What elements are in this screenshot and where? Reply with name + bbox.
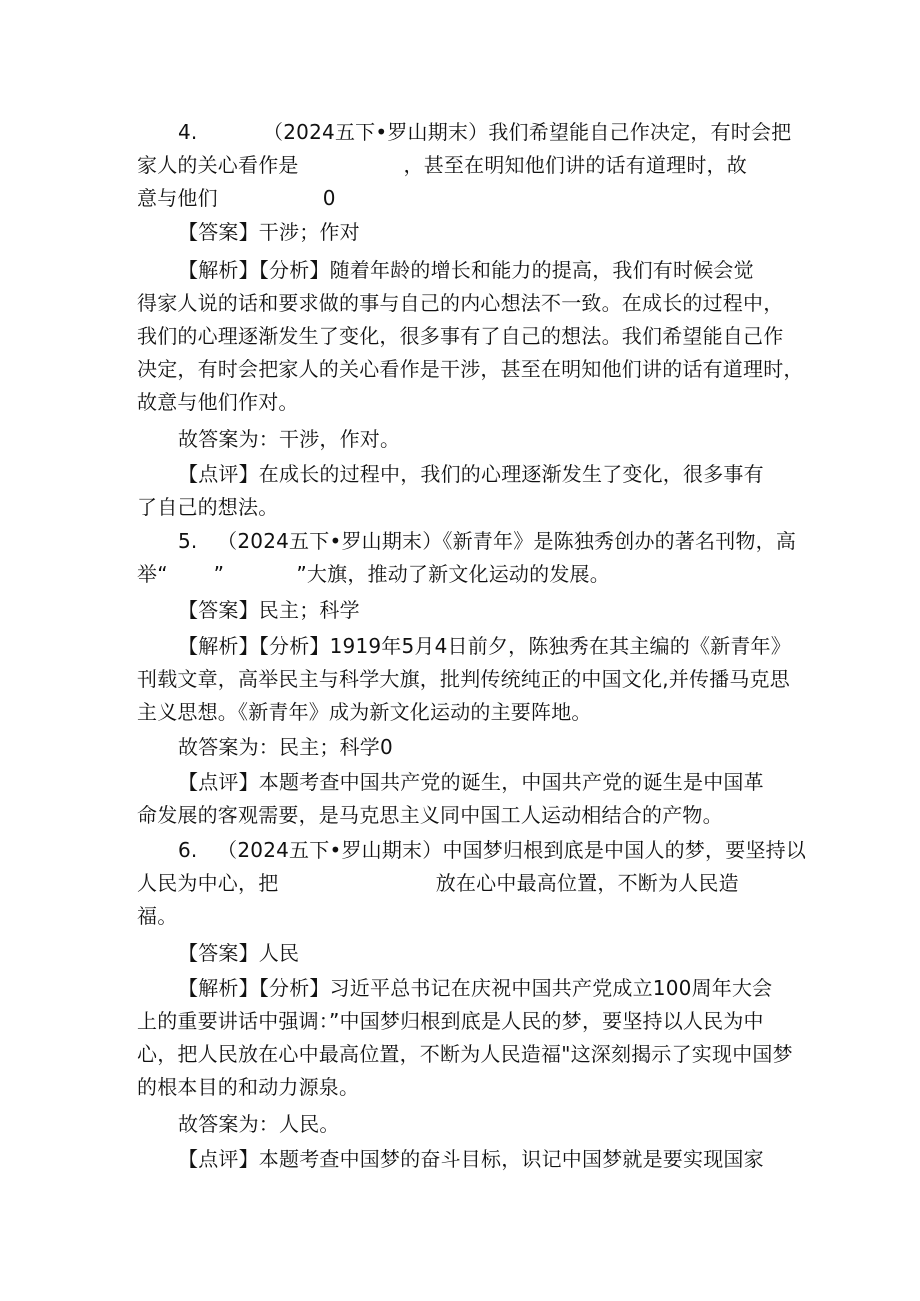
q5-stem-line-2: 举“ ” ”大旗，推动了新文化运动的发展。 bbox=[137, 562, 610, 586]
q5-stem-line-1: 5. （2024五下•罗山期末）《新青年》是陈独秀创办的著名刊物，高 bbox=[178, 529, 797, 553]
q4-analysis-line: 故意与他们作对。 bbox=[137, 390, 299, 414]
q6-analysis-line: 【解析】【分析】习近平总书记在庆祝中国共产党成立100周年大会 bbox=[178, 976, 773, 1000]
q4-comment-line: 【点评】在成长的过程中，我们的心理逐渐发生了变化，很多事有 bbox=[178, 462, 764, 486]
q5-analysis-line: 【解析】【分析】1919年5月4日前夕，陈独秀在其主编的《新青年》 bbox=[178, 634, 791, 658]
q4-analysis-line: 【解析】【分析】随着年龄的增长和能力的提高，我们有时候会觉 bbox=[178, 258, 754, 282]
q4-conclusion: 故答案为：干涉，作对。 bbox=[178, 427, 401, 451]
q6-analysis-line: 心，把人民放在心中最高位置，不断为人民造福"这深刻揭示了实现中国梦 bbox=[137, 1042, 793, 1066]
q6-analysis-line: 上的重要讲话中强调：”中国梦归根到底是人民的梦，要坚持以人民为中 bbox=[137, 1009, 764, 1033]
q6-analysis-line: 的根本目的和动力源泉。 bbox=[137, 1075, 360, 1099]
q6-comment-line: 【点评】本题考查中国梦的奋斗目标，识记中国梦就是要实现国家 bbox=[178, 1147, 764, 1171]
q5-comment-line: 命发展的客观需要，是马克思主义同中国工人运动相结合的产物。 bbox=[137, 803, 723, 827]
q4-stem-line-3: 意与他们 0 bbox=[137, 186, 336, 210]
q6-stem-line-3: 福。 bbox=[137, 904, 178, 928]
q4-answer: 【答案】干涉；作对 bbox=[178, 220, 360, 244]
q4-stem-line-1: 4. （2024五下•罗山期末）我们希望能自己作决定，有时会把 bbox=[178, 120, 792, 144]
q5-comment-line: 【点评】本题考查中国共产党的诞生，中国共产党的诞生是中国革 bbox=[178, 770, 764, 794]
q6-answer: 【答案】人民 bbox=[178, 941, 300, 965]
q4-analysis-line: 得家人说的话和要求做的事与自己的内心想法不一致。在成长的过程中， bbox=[137, 291, 784, 315]
q6-conclusion: 故答案为：人民。 bbox=[178, 1112, 340, 1136]
q5-analysis-line: 刊载文章，高举民主与科学大旗，批判传统纯正的中国文化,并传播马克思 bbox=[137, 667, 790, 691]
q6-stem-line-2: 人民为中心，把 放在心中最高位置，不断为人民造 bbox=[137, 871, 739, 895]
q6-stem-line-1: 6. （2024五下•罗山期末）中国梦归根到底是中国人的梦，要坚持以 bbox=[178, 838, 807, 862]
q4-analysis-line: 决定，有时会把家人的关心看作是干涉，甚至在明知他们讲的话有道理时， bbox=[137, 357, 804, 381]
q4-analysis-line: 我们的心理逐渐发生了变化，很多事有了自己的想法。我们希望能自己作 bbox=[137, 324, 784, 348]
q4-comment-line: 了自己的想法。 bbox=[137, 495, 279, 519]
q5-conclusion: 故答案为：民主；科学0 bbox=[178, 735, 393, 759]
q5-answer: 【答案】民主；科学 bbox=[178, 598, 360, 622]
q5-analysis-line: 主义思想。《新青年》成为新文化运动的主要阵地。 bbox=[137, 700, 592, 724]
q4-stem-line-2: 家人的关心看作是 ，甚至在明知他们讲的话有道理时，故 bbox=[137, 153, 747, 177]
